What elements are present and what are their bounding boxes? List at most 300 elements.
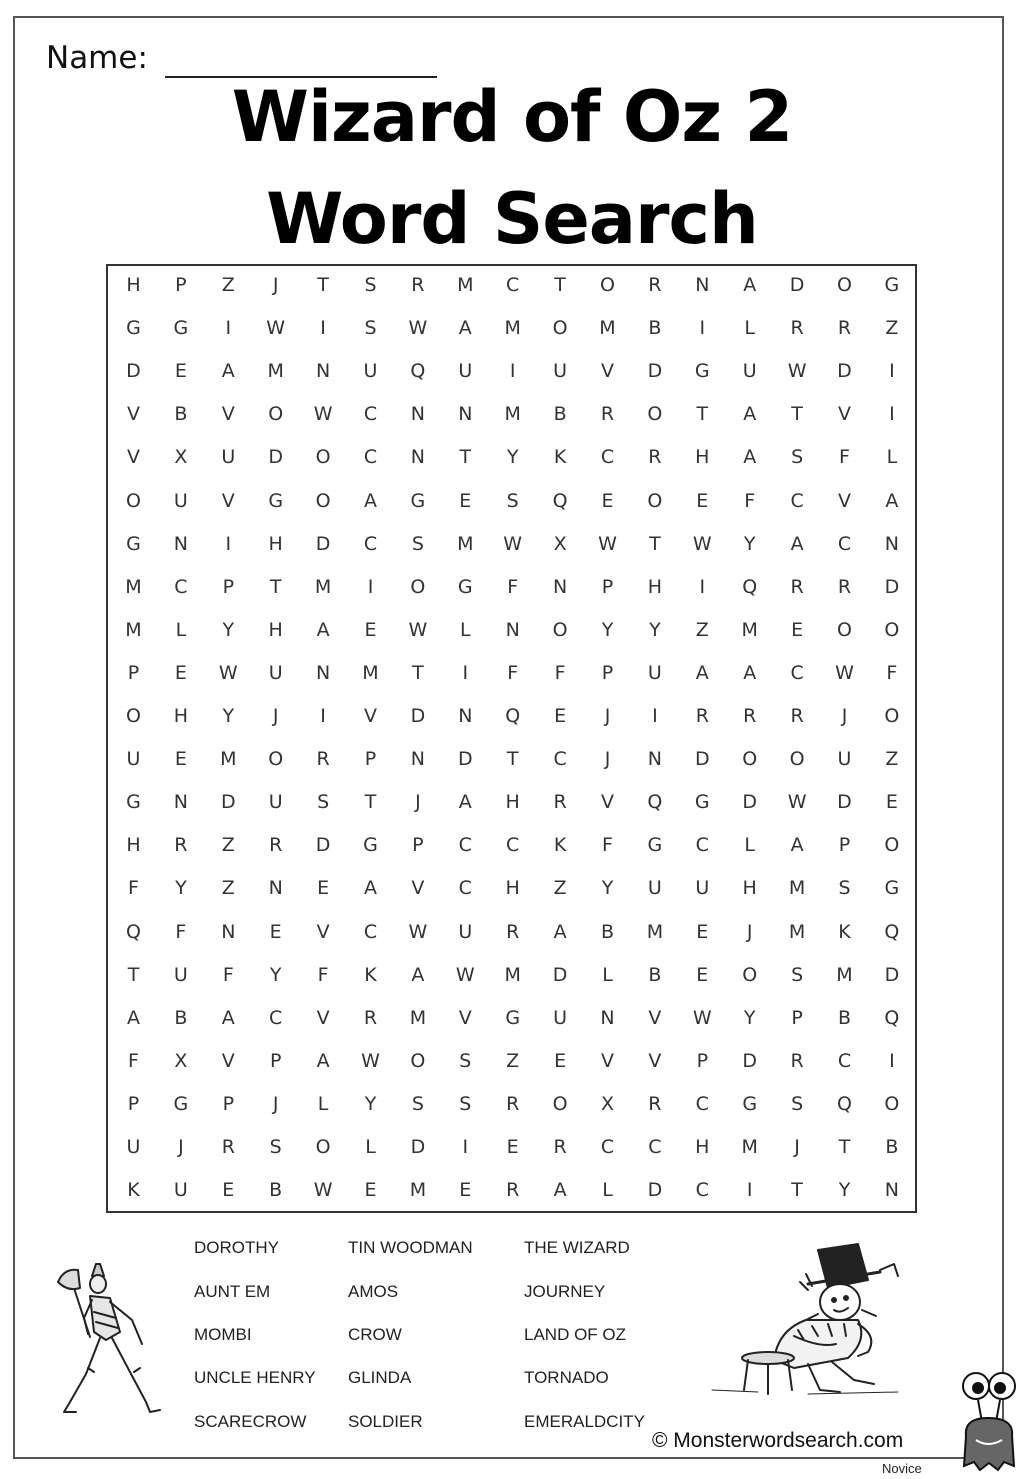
grid-letter[interactable]: R (790, 317, 804, 340)
grid-letter[interactable]: H (505, 877, 520, 900)
grid-letter[interactable]: W (313, 1179, 333, 1202)
grid-letter[interactable]: D (410, 1136, 426, 1158)
grid-letter[interactable]: J (178, 1136, 184, 1158)
grid-letter[interactable]: J (272, 705, 279, 727)
grid-letter[interactable]: D (742, 1049, 757, 1072)
grid-letter[interactable]: M (409, 1006, 427, 1029)
grid-letter[interactable]: D (220, 791, 236, 814)
grid-letter[interactable]: K (553, 834, 567, 857)
grid-letter[interactable]: Y (601, 618, 614, 641)
grid-letter[interactable]: C (269, 1006, 283, 1029)
grid-letter[interactable]: L (460, 618, 471, 641)
grid-letter[interactable]: V (411, 877, 425, 900)
grid-letter[interactable]: T (554, 274, 566, 296)
grid-letter[interactable]: R (648, 1092, 662, 1115)
grid-letter[interactable]: T (459, 446, 472, 469)
grid-letter[interactable]: F (507, 661, 519, 684)
grid-letter[interactable]: V (316, 920, 330, 943)
grid-letter[interactable]: A (743, 661, 757, 684)
grid-letter[interactable]: C (363, 403, 378, 426)
grid-letter[interactable]: I (699, 575, 706, 598)
grid-letter[interactable]: N (315, 360, 331, 383)
grid-letter[interactable]: G (173, 1092, 189, 1115)
grid-letter[interactable]: O (647, 489, 663, 512)
grid-letter[interactable]: U (553, 360, 568, 383)
grid-letter[interactable]: H (173, 705, 189, 727)
grid-letter[interactable]: M (646, 920, 664, 943)
grid-letter[interactable]: M (504, 317, 521, 340)
grid-letter[interactable]: R (269, 834, 283, 857)
grid-letter[interactable]: Y (175, 877, 187, 900)
grid-letter[interactable]: I (889, 1049, 895, 1072)
grid-letter[interactable]: O (884, 1092, 900, 1115)
grid-letter[interactable]: U (458, 920, 473, 943)
grid-letter[interactable]: R (506, 1092, 520, 1115)
grid-letter[interactable]: U (173, 489, 188, 512)
grid-letter[interactable]: S (411, 1092, 424, 1115)
grid-letter[interactable]: S (364, 317, 377, 340)
grid-letter[interactable]: W (313, 403, 333, 426)
grid-letter[interactable]: Q (126, 920, 141, 943)
grid-letter[interactable]: K (364, 963, 377, 986)
grid-letter[interactable]: F (839, 446, 850, 469)
grid-letter[interactable]: S (838, 877, 851, 900)
grid-letter[interactable]: Y (269, 963, 282, 986)
grid-letter[interactable]: M (409, 1179, 427, 1202)
grid-letter[interactable]: P (412, 834, 424, 857)
grid-letter[interactable]: V (364, 705, 377, 727)
grid-letter[interactable]: N (221, 920, 236, 943)
grid-letter[interactable]: I (225, 532, 232, 555)
grid-letter[interactable]: I (367, 575, 374, 598)
grid-letter[interactable]: A (411, 963, 425, 986)
grid-letter[interactable]: A (221, 360, 235, 383)
grid-letter[interactable]: D (410, 705, 426, 727)
grid-letter[interactable]: A (364, 877, 377, 900)
grid-letter[interactable]: C (695, 1179, 709, 1202)
grid-letter[interactable]: H (126, 834, 141, 857)
grid-letter[interactable]: T (127, 963, 140, 986)
grid-letter[interactable]: L (602, 1179, 613, 1202)
grid-letter[interactable]: Y (743, 532, 756, 555)
grid-letter[interactable]: D (647, 360, 663, 383)
grid-letter[interactable]: E (269, 920, 282, 943)
grid-letter[interactable]: C (790, 489, 804, 512)
grid-letter[interactable]: U (268, 791, 283, 814)
grid-letter[interactable]: I (889, 403, 895, 426)
grid-letter[interactable]: O (884, 834, 900, 857)
grid-letter[interactable]: A (790, 532, 804, 555)
grid-letter[interactable]: D (315, 834, 331, 857)
grid-letter[interactable]: G (410, 489, 426, 512)
grid-letter[interactable]: H (647, 575, 663, 598)
grid-letter[interactable]: P (269, 1049, 282, 1072)
grid-letter[interactable]: E (554, 1049, 567, 1072)
grid-letter[interactable]: O (884, 618, 900, 641)
grid-letter[interactable]: S (459, 1049, 472, 1072)
grid-letter[interactable]: H (505, 791, 520, 814)
grid-letter[interactable]: C (506, 274, 520, 296)
grid-letter[interactable]: S (506, 489, 519, 512)
grid-letter[interactable]: A (127, 1006, 140, 1029)
grid-letter[interactable]: A (743, 403, 757, 426)
grid-letter[interactable]: D (789, 274, 805, 296)
grid-letter[interactable]: R (648, 274, 662, 296)
grid-letter[interactable]: X (600, 1092, 615, 1115)
grid-letter[interactable]: P (175, 274, 187, 296)
grid-letter[interactable]: A (885, 489, 899, 512)
grid-letter[interactable]: A (221, 1006, 235, 1029)
grid-letter[interactable]: U (268, 661, 283, 684)
grid-letter[interactable]: N (695, 274, 710, 296)
grid-letter[interactable]: N (505, 618, 520, 641)
grid-letter[interactable]: M (741, 618, 758, 641)
grid-letter[interactable]: J (604, 748, 611, 771)
grid-letter[interactable]: F (128, 1049, 139, 1072)
grid-letter[interactable]: W (692, 532, 712, 555)
grid-letter[interactable]: H (268, 618, 283, 641)
grid-letter[interactable]: S (791, 963, 804, 986)
grid-letter[interactable]: B (885, 1136, 899, 1158)
grid-letter[interactable]: V (601, 1049, 614, 1072)
grid-letter[interactable]: W (787, 791, 807, 814)
grid-letter[interactable]: H (742, 877, 757, 900)
grid-letter[interactable]: F (554, 661, 566, 684)
grid-letter[interactable]: O (552, 1092, 568, 1115)
grid-letter[interactable]: C (506, 834, 520, 857)
grid-letter[interactable]: J (746, 920, 753, 943)
grid-letter[interactable]: T (791, 1179, 803, 1202)
grid-letter[interactable]: O (126, 489, 141, 512)
grid-letter[interactable]: B (174, 1006, 188, 1029)
grid-letter[interactable]: C (363, 532, 378, 555)
grid-letter[interactable]: M (788, 920, 806, 943)
grid-letter[interactable]: L (886, 446, 898, 469)
grid-letter[interactable]: W (692, 1006, 712, 1029)
grid-letter[interactable]: G (884, 877, 900, 900)
grid-letter[interactable]: L (602, 963, 613, 986)
grid-letter[interactable]: Q (410, 360, 426, 383)
grid-letter[interactable]: V (221, 489, 235, 512)
grid-letter[interactable]: Z (221, 877, 235, 900)
grid-letter[interactable]: R (221, 1136, 235, 1158)
grid-letter[interactable]: W (218, 661, 238, 684)
grid-letter[interactable]: P (696, 1049, 709, 1072)
grid-letter[interactable]: I (699, 317, 706, 340)
grid-letter[interactable]: P (222, 1092, 235, 1115)
grid-letter[interactable]: V (127, 446, 140, 469)
grid-letter[interactable]: R (790, 1049, 804, 1072)
grid-letter[interactable]: M (788, 877, 806, 900)
grid-letter[interactable]: R (174, 834, 188, 857)
grid-letter[interactable]: F (744, 489, 756, 512)
grid-letter[interactable]: N (410, 403, 425, 426)
grid-letter[interactable]: J (604, 705, 611, 727)
grid-letter[interactable]: T (269, 575, 282, 598)
grid-letter[interactable]: R (553, 791, 567, 814)
grid-letter[interactable]: O (600, 274, 615, 296)
grid-letter[interactable]: R (648, 446, 662, 469)
grid-letter[interactable]: Y (838, 1179, 851, 1202)
grid-letter[interactable]: N (647, 748, 662, 771)
grid-letter[interactable]: Y (222, 705, 235, 727)
grid-letter[interactable]: R (695, 705, 709, 727)
grid-letter[interactable]: E (222, 1179, 235, 1202)
grid-letter[interactable]: O (268, 748, 284, 771)
grid-letter[interactable]: R (316, 748, 330, 771)
grid-letter[interactable]: Q (505, 705, 521, 727)
grid-letter[interactable]: U (647, 877, 662, 900)
grid-letter[interactable]: S (317, 791, 330, 814)
grid-letter[interactable]: R (790, 575, 804, 598)
grid-letter[interactable]: M (836, 963, 853, 986)
grid-letter[interactable]: U (837, 748, 852, 771)
grid-letter[interactable]: W (598, 532, 617, 555)
grid-letter[interactable]: M (741, 1136, 758, 1158)
grid-letter[interactable]: V (316, 1006, 330, 1029)
grid-letter[interactable]: Z (885, 317, 899, 340)
grid-letter[interactable]: T (649, 532, 661, 555)
grid-letter[interactable]: W (503, 532, 523, 555)
grid-letter[interactable]: R (837, 575, 852, 598)
grid-letter[interactable]: Z (221, 274, 235, 296)
grid-letter[interactable]: C (553, 748, 567, 771)
grid-letter[interactable]: S (269, 1136, 282, 1158)
grid-letter[interactable]: P (838, 834, 851, 857)
grid-letter[interactable]: P (601, 661, 614, 684)
grid-letter[interactable]: D (694, 748, 710, 771)
grid-letter[interactable]: A (743, 274, 757, 296)
grid-letter[interactable]: E (506, 1136, 519, 1158)
grid-letter[interactable]: S (791, 446, 804, 469)
grid-letter[interactable]: I (320, 705, 326, 727)
grid-letter[interactable]: N (268, 877, 283, 900)
grid-letter[interactable]: N (458, 403, 473, 426)
grid-letter[interactable]: U (742, 360, 757, 383)
grid-letter[interactable]: G (694, 791, 710, 814)
grid-letter[interactable]: T (838, 1136, 851, 1158)
grid-letter[interactable]: V (648, 1006, 662, 1029)
grid-letter[interactable]: F (175, 920, 187, 943)
grid-letter[interactable]: C (790, 661, 804, 684)
grid-letter[interactable]: M (504, 963, 521, 986)
grid-letter[interactable]: V (221, 403, 235, 426)
grid-letter[interactable]: U (363, 360, 378, 383)
grid-letter[interactable]: S (364, 274, 377, 296)
grid-letter[interactable]: U (553, 1006, 568, 1029)
grid-letter[interactable]: A (743, 446, 757, 469)
grid-letter[interactable]: N (410, 446, 425, 469)
grid-letter[interactable]: C (600, 446, 615, 469)
grid-letter[interactable]: P (127, 661, 140, 684)
grid-letter[interactable]: V (601, 791, 614, 814)
grid-letter[interactable]: I (225, 317, 232, 340)
grid-letter[interactable]: U (173, 963, 188, 986)
grid-letter[interactable]: N (552, 575, 568, 598)
grid-letter[interactable]: F (886, 661, 898, 684)
grid-letter[interactable]: M (599, 317, 616, 340)
grid-letter[interactable]: B (600, 920, 615, 943)
grid-letter[interactable]: Y (506, 446, 519, 469)
grid-letter[interactable]: W (408, 317, 428, 340)
grid-letter[interactable]: F (222, 963, 234, 986)
grid-letter[interactable]: H (695, 446, 710, 469)
grid-letter[interactable]: B (837, 1006, 852, 1029)
grid-letter[interactable]: O (837, 618, 852, 641)
grid-letter[interactable]: A (790, 834, 804, 857)
grid-letter[interactable]: M (314, 575, 332, 598)
grid-letter[interactable]: I (889, 360, 895, 383)
grid-letter[interactable]: N (173, 532, 188, 555)
grid-letter[interactable]: L (744, 317, 755, 340)
grid-letter[interactable]: M (362, 661, 379, 684)
grid-letter[interactable]: N (173, 791, 188, 814)
grid-letter[interactable]: C (600, 1136, 615, 1158)
grid-letter[interactable]: C (363, 446, 378, 469)
grid-letter[interactable]: E (459, 1179, 472, 1202)
grid-letter[interactable]: P (127, 1092, 140, 1115)
grid-letter[interactable]: U (647, 661, 662, 684)
grid-letter[interactable]: N (315, 661, 331, 684)
grid-letter[interactable]: E (696, 963, 709, 986)
grid-letter[interactable]: E (174, 661, 187, 684)
grid-letter[interactable]: W (408, 618, 428, 641)
grid-letter[interactable]: I (746, 1179, 753, 1202)
grid-letter[interactable]: R (363, 1006, 378, 1029)
grid-letter[interactable]: G (363, 834, 378, 857)
grid-letter[interactable]: O (789, 748, 805, 771)
grid-letter[interactable]: Y (743, 1006, 756, 1029)
grid-letter[interactable]: F (128, 877, 139, 900)
grid-letter[interactable]: I (462, 1136, 469, 1158)
grid-letter[interactable]: R (790, 705, 804, 727)
grid-letter[interactable]: Q (647, 791, 663, 814)
grid-letter[interactable]: E (174, 360, 187, 383)
grid-letter[interactable]: A (364, 489, 377, 512)
grid-letter[interactable]: R (411, 274, 425, 296)
grid-letter[interactable]: D (837, 791, 852, 814)
grid-letter[interactable]: W (455, 963, 475, 986)
grid-letter[interactable]: D (884, 963, 900, 986)
grid-letter[interactable]: U (221, 446, 236, 469)
grid-letter[interactable]: G (694, 360, 710, 383)
grid-letter[interactable]: X (174, 446, 188, 469)
grid-letter[interactable]: E (885, 791, 898, 814)
grid-letter[interactable]: D (884, 575, 900, 598)
grid-letter[interactable]: W (408, 920, 428, 943)
grid-letter[interactable]: E (601, 489, 614, 512)
grid-letter[interactable]: J (272, 1092, 279, 1115)
grid-letter[interactable]: B (174, 403, 188, 426)
grid-letter[interactable]: J (841, 705, 848, 727)
grid-letter[interactable]: I (509, 360, 516, 383)
grid-letter[interactable]: L (365, 1136, 376, 1158)
grid-letter[interactable]: O (742, 963, 758, 986)
grid-letter[interactable]: Y (601, 877, 614, 900)
grid-letter[interactable]: G (505, 1006, 521, 1029)
grid-letter[interactable]: Z (553, 877, 567, 900)
grid-letter[interactable]: T (412, 661, 424, 684)
grid-letter[interactable]: C (458, 877, 472, 900)
grid-letter[interactable]: P (222, 575, 235, 598)
grid-letter[interactable]: O (552, 317, 568, 340)
grid-letter[interactable]: C (648, 1136, 662, 1158)
grid-letter[interactable]: C (837, 532, 852, 555)
grid-letter[interactable]: M (504, 403, 521, 426)
grid-letter[interactable]: O (410, 575, 426, 598)
grid-letter[interactable]: R (600, 403, 615, 426)
grid-letter[interactable]: C (695, 834, 709, 857)
grid-letter[interactable]: N (884, 1179, 899, 1202)
grid-letter[interactable]: V (221, 1049, 235, 1072)
grid-letter[interactable]: I (320, 317, 326, 340)
grid-letter[interactable]: L (744, 834, 755, 857)
grid-letter[interactable]: C (174, 575, 188, 598)
grid-letter[interactable]: Z (221, 834, 235, 857)
grid-letter[interactable]: B (553, 403, 567, 426)
grid-letter[interactable]: N (458, 705, 473, 727)
grid-letter[interactable]: Q (837, 1092, 852, 1115)
grid-letter[interactable]: Q (884, 920, 900, 943)
grid-letter[interactable]: G (126, 532, 141, 555)
grid-letter[interactable]: R (506, 920, 520, 943)
grid-letter[interactable]: F (317, 963, 329, 986)
grid-letter[interactable]: K (127, 1179, 140, 1202)
grid-letter[interactable]: E (554, 705, 567, 727)
grid-letter[interactable]: O (552, 618, 568, 641)
grid-letter[interactable]: L (175, 618, 187, 641)
grid-letter[interactable]: D (742, 791, 757, 814)
grid-letter[interactable]: O (742, 748, 758, 771)
grid-letter[interactable]: G (647, 834, 663, 857)
grid-letter[interactable]: W (361, 1049, 380, 1072)
grid-letter[interactable]: R (553, 1136, 567, 1158)
grid-letter[interactable]: M (457, 532, 474, 555)
grid-letter[interactable]: D (457, 748, 473, 771)
grid-letter[interactable]: G (457, 575, 473, 598)
grid-letter[interactable]: F (602, 834, 613, 857)
grid-letter[interactable]: X (553, 532, 567, 555)
grid-letter[interactable]: H (268, 532, 283, 555)
grid-letter[interactable]: K (838, 920, 851, 943)
grid-letter[interactable]: A (316, 1049, 330, 1072)
grid-letter[interactable]: E (317, 877, 330, 900)
grid-letter[interactable]: X (174, 1049, 188, 1072)
grid-letter[interactable]: S (459, 1092, 472, 1115)
grid-letter[interactable]: Y (649, 618, 661, 641)
grid-letter[interactable]: F (507, 575, 519, 598)
grid-letter[interactable]: W (266, 317, 286, 340)
grid-letter[interactable]: R (743, 705, 757, 727)
grid-letter[interactable]: E (459, 489, 472, 512)
grid-letter[interactable]: I (652, 705, 658, 727)
grid-letter[interactable]: P (601, 575, 614, 598)
grid-letter[interactable]: O (837, 274, 852, 296)
grid-letter[interactable]: M (125, 618, 142, 641)
grid-letter[interactable]: B (648, 963, 662, 986)
grid-letter[interactable]: N (884, 532, 899, 555)
grid-letter[interactable]: S (411, 532, 424, 555)
grid-letter[interactable]: G (268, 489, 284, 512)
grid-letter[interactable]: Y (364, 1092, 377, 1115)
grid-letter[interactable]: D (552, 963, 568, 986)
grid-letter[interactable]: J (272, 274, 279, 296)
grid-letter[interactable]: B (269, 1179, 283, 1202)
grid-letter[interactable]: J (415, 791, 421, 814)
grid-letter[interactable]: C (363, 920, 378, 943)
grid-letter[interactable]: A (553, 920, 567, 943)
grid-letter[interactable]: O (884, 705, 900, 727)
